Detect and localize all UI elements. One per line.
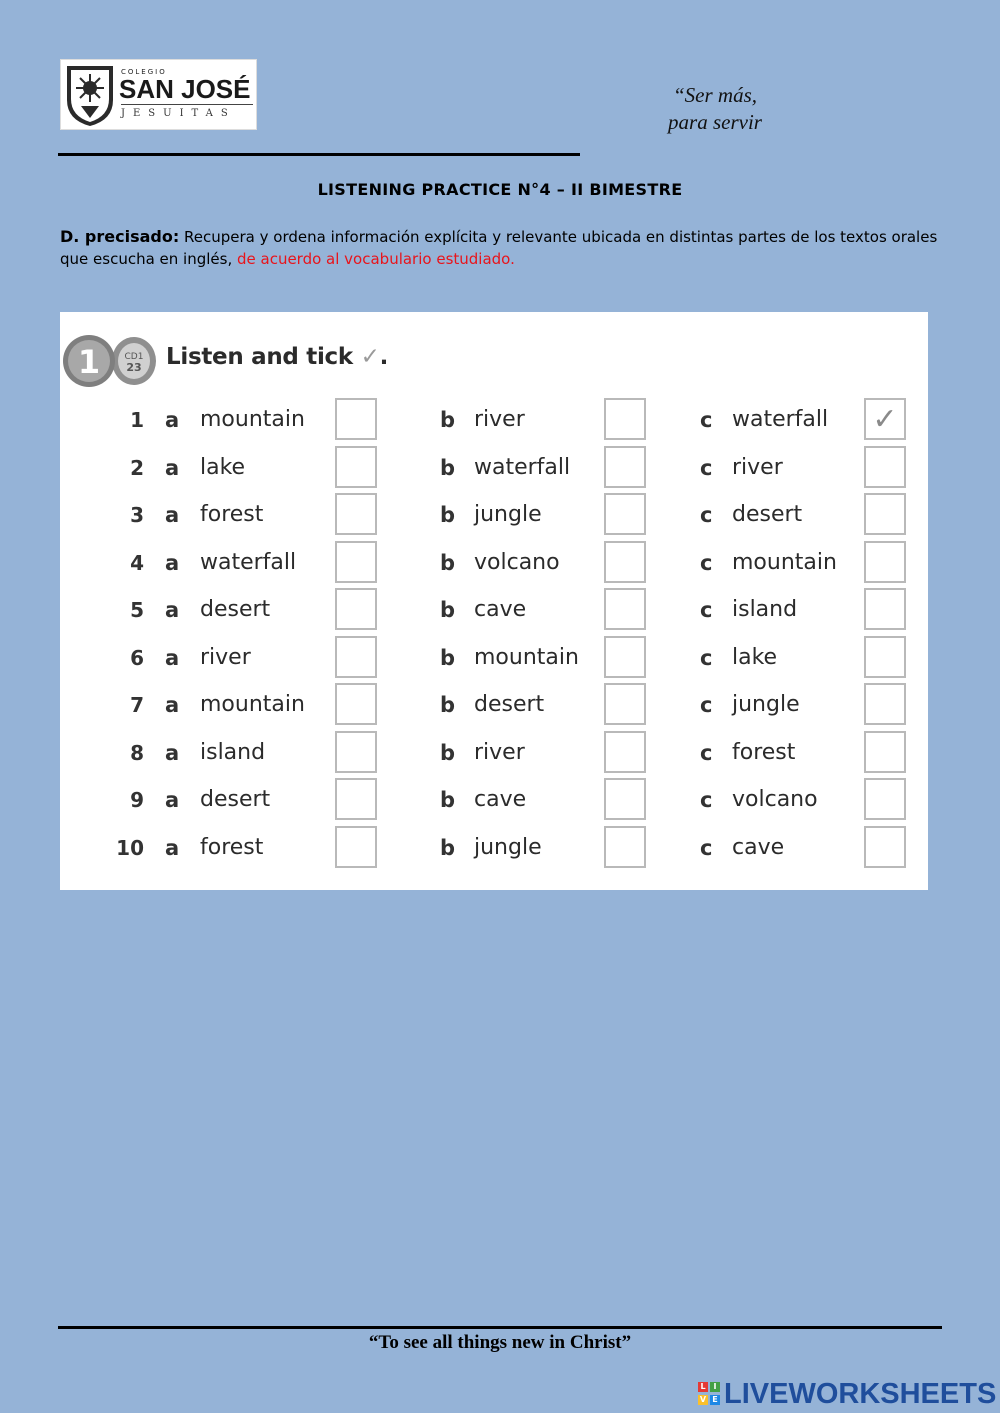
exercise-heading	[166, 344, 388, 370]
option-letter-c: c	[700, 645, 713, 670]
option-letter-c: c	[700, 455, 713, 480]
tick-box-4-c[interactable]	[864, 541, 906, 583]
description-label: D. precisado:	[60, 227, 180, 246]
option-word-c: jungle	[732, 692, 800, 717]
option-letter-a: a	[165, 550, 180, 575]
footer-divider	[58, 1326, 942, 1329]
item-number: 2	[130, 455, 144, 480]
option-letter-c: c	[700, 503, 713, 527]
school-logo	[60, 59, 257, 130]
tick-box-7-a[interactable]	[335, 683, 377, 725]
tick-box-10-a[interactable]	[335, 826, 377, 868]
item-number: 6	[130, 645, 144, 670]
option-letter-b: b	[440, 550, 456, 575]
item-number: 10	[116, 835, 144, 860]
tick-box-6-b[interactable]	[604, 636, 646, 678]
option-letter-c: c	[700, 835, 713, 860]
tick-box-4-a[interactable]	[335, 541, 377, 583]
logo-colegio-text: COLEGIO	[121, 68, 167, 76]
option-word-a: desert	[200, 597, 271, 622]
tick-box-2-a[interactable]	[335, 446, 377, 488]
exercise-number: 1	[77, 343, 101, 381]
option-word-a: mountain	[200, 407, 305, 432]
option-letter-b: b	[440, 645, 456, 670]
exercise-number-badge-icon	[62, 334, 158, 388]
tick-box-3-b[interactable]	[604, 493, 646, 535]
tick-box-5-a[interactable]	[335, 588, 377, 630]
option-word-b: river	[474, 407, 525, 432]
tick-box-10-b[interactable]	[604, 826, 646, 868]
option-word-c: volcano	[732, 787, 818, 812]
option-word-a: forest	[200, 834, 264, 860]
option-word-c: forest	[732, 739, 796, 765]
tick-box-6-a[interactable]	[335, 636, 377, 678]
tick-box-7-c[interactable]	[864, 683, 906, 725]
option-word-b: river	[474, 739, 525, 765]
option-letter-a: a	[165, 788, 180, 812]
cd-label: CD1	[124, 352, 144, 362]
option-letter-a: a	[165, 645, 180, 670]
tick-box-2-c[interactable]	[864, 446, 906, 488]
exercise-panel	[60, 312, 928, 890]
option-letter-a: a	[165, 598, 180, 622]
tick-box-9-b[interactable]	[604, 778, 646, 820]
liveworksheets-square-0: L	[698, 1382, 708, 1392]
motto-line-1: “Ser más,	[672, 83, 757, 107]
tick-box-1-a[interactable]	[335, 398, 377, 440]
header-divider	[58, 153, 580, 156]
option-word-a: mountain	[200, 692, 305, 717]
option-letter-b: b	[440, 740, 456, 765]
option-word-a: island	[200, 739, 266, 765]
option-letter-b: b	[440, 835, 456, 860]
exercise-heading-end: .	[379, 344, 389, 370]
option-letter-c: c	[700, 408, 713, 432]
option-letter-b: b	[440, 455, 456, 480]
option-letter-c: c	[700, 788, 713, 812]
tick-box-4-b[interactable]	[604, 541, 646, 583]
school-crest-icon	[63, 62, 117, 128]
option-word-b: cave	[474, 597, 527, 622]
liveworksheets-text: LIVEWORKSHEETS	[724, 1378, 997, 1410]
option-word-b: jungle	[474, 834, 542, 860]
option-word-b: jungle	[474, 502, 542, 527]
option-word-a: river	[200, 644, 251, 670]
item-number: 8	[130, 740, 144, 765]
option-word-b: volcano	[474, 549, 560, 575]
item-number: 3	[130, 503, 144, 527]
option-letter-c: c	[700, 693, 713, 717]
option-word-c: waterfall	[732, 407, 829, 432]
tick-box-8-c[interactable]	[864, 731, 906, 773]
option-word-b: mountain	[474, 644, 579, 670]
option-word-a: lake	[200, 454, 246, 480]
check-mark-icon: ✓	[872, 402, 898, 437]
option-letter-c: c	[700, 550, 713, 575]
tick-box-6-c[interactable]	[864, 636, 906, 678]
tick-box-3-a[interactable]	[335, 493, 377, 535]
logo-subtitle: JESUITAS	[121, 108, 236, 119]
item-number: 7	[130, 693, 144, 717]
tick-box-5-b[interactable]	[604, 588, 646, 630]
option-word-b: cave	[474, 787, 527, 812]
option-letter-b: b	[440, 408, 456, 432]
option-letter-b: b	[440, 503, 456, 527]
school-motto	[640, 82, 790, 136]
logo-school-name: SAN JOSÉ	[119, 74, 251, 104]
option-word-c: lake	[732, 644, 778, 670]
item-number: 1	[130, 408, 144, 432]
item-number: 4	[130, 550, 144, 575]
description-text: Recupera y ordena información explícita y relevante ubicada en distintas partes de los textos orales que escucha en inglés,	[60, 228, 938, 268]
option-word-c: cave	[732, 834, 785, 860]
option-word-a: forest	[200, 502, 264, 527]
option-word-c: mountain	[732, 549, 837, 575]
option-letter-b: b	[440, 693, 456, 717]
option-word-c: island	[732, 597, 798, 622]
option-letter-b: b	[440, 788, 456, 812]
option-letter-b: b	[440, 598, 456, 622]
tick-box-8-b[interactable]	[604, 731, 646, 773]
tick-box-1-c[interactable]	[864, 398, 906, 440]
motto-line-2: para servir	[668, 110, 762, 134]
logo-divider	[121, 104, 253, 105]
tick-box-7-b[interactable]	[604, 683, 646, 725]
tick-box-9-c[interactable]	[864, 778, 906, 820]
track-number: 23	[126, 361, 142, 374]
description-highlight: de acuerdo al vocabulario estudiado.	[236, 250, 515, 268]
tick-box-10-c[interactable]	[864, 826, 906, 868]
option-word-b: waterfall	[474, 454, 571, 480]
liveworksheets-square-2: V	[699, 1395, 707, 1404]
option-letter-c: c	[700, 598, 713, 622]
option-letter-a: a	[165, 503, 180, 527]
footer-motto: “To see all things new in Christ”	[368, 1332, 632, 1353]
tick-box-8-a[interactable]	[335, 731, 377, 773]
tick-icon: ✓	[360, 344, 380, 370]
option-letter-a: a	[165, 693, 180, 717]
option-word-c: river	[732, 454, 783, 480]
option-letter-a: a	[165, 455, 180, 480]
page-title: LISTENING PRACTICE N°4 – II BIMESTRE	[317, 180, 683, 199]
tick-box-3-c[interactable]	[864, 493, 906, 535]
option-word-a: waterfall	[200, 549, 297, 575]
option-letter-a: a	[165, 408, 180, 432]
tick-box-9-a[interactable]	[335, 778, 377, 820]
option-letter-a: a	[165, 740, 180, 765]
option-letter-c: c	[700, 740, 713, 765]
tick-box-1-b[interactable]	[604, 398, 646, 440]
tick-box-2-b[interactable]	[604, 446, 646, 488]
item-number: 9	[130, 788, 144, 812]
option-word-b: desert	[474, 692, 545, 717]
description	[60, 226, 940, 270]
liveworksheets-square-3: E	[710, 1395, 720, 1405]
tick-box-5-c[interactable]	[864, 588, 906, 630]
option-word-a: desert	[200, 787, 271, 812]
liveworksheets-square-1: I	[710, 1382, 720, 1392]
option-letter-a: a	[165, 835, 180, 860]
exercise-heading-text: Listen and tick	[166, 344, 353, 370]
item-number: 5	[130, 598, 144, 622]
option-word-c: desert	[732, 502, 803, 527]
